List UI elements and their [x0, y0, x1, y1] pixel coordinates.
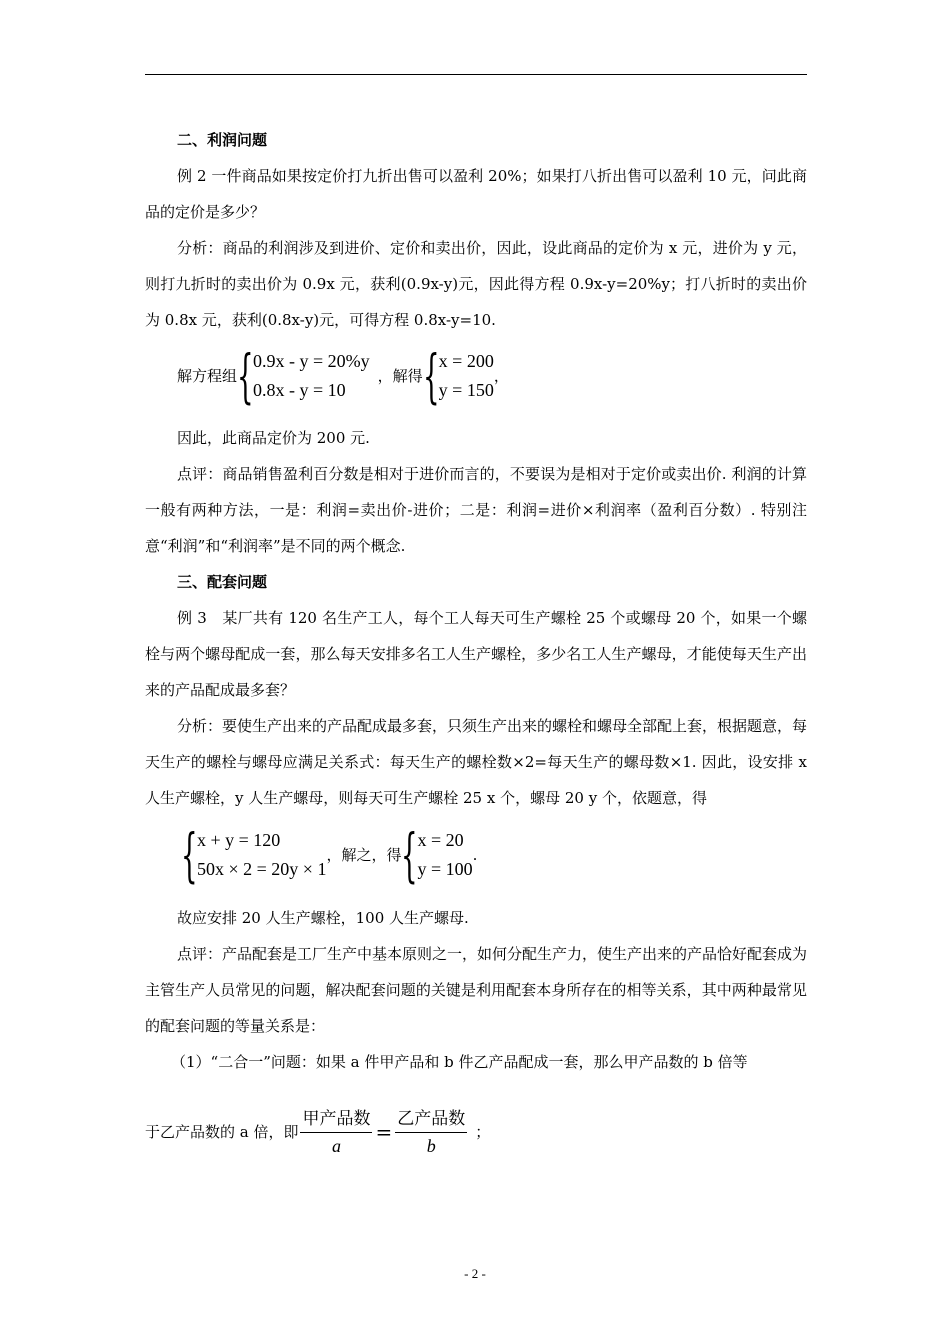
fraction-formula [145, 1088, 807, 1176]
section-heading-profit: 二、利润问题 [177, 131, 268, 149]
solve-mid-2: ，解得 [377, 367, 423, 385]
equation-system-2 [145, 338, 807, 414]
analysis-2: 分析：商品的利润涉及到进价、定价和卖出价，因此，设此商品的定价为 x 元，进价为 y 元，则打九折时的卖出价为 0.9x 元，获利(0.9x-y)元，因此得方程 0.9x-y=20%y；打八折时的卖出价为 0.8x 元，获利(0.8x-y)元，可得方程 0.8x-y=10. [145, 239, 807, 329]
example-2: 例 2 一件商品如果按定价打九折出售可以盈利 20%；如果打八折出售可以盈利 10 元，问此商品的定价是多少？ [145, 167, 807, 221]
example-3: 例 3 某厂共有 120 名生产工人，每个工人每天可生产螺栓 25 个或螺母 20 个，如果一个螺栓与两个螺母配成一套，那么每天安排多名工人生产螺栓，多少名工人生产螺母，才能使每天生产出来的产品配成最多套？ [145, 609, 807, 699]
result-2-eq2: y = 150 [438, 380, 494, 400]
page-number: - 2 - [464, 1266, 486, 1281]
result-3-eq2: y = 100 [417, 859, 473, 879]
equation-system-3 [145, 816, 807, 894]
brace-icon: { [181, 821, 198, 889]
page-content [145, 122, 807, 1176]
comment-3: 点评：产品配套是工厂生产中基本原则之一，如何分配生产力，使生产出来的产品恰好配套成为主管生产人员常见的问题，解决配套问题的关键是利用配套本身所存在的相等关系，其中两种最常见的配套问题的等量关系是： [145, 945, 808, 1035]
system-3-eq1: x + y = 120 [197, 830, 281, 850]
brace-icon: { [401, 821, 419, 889]
fraction-2 [395, 1106, 467, 1159]
item-1-end: ； [475, 1123, 491, 1141]
fraction-1-denominator: a [331, 1135, 341, 1156]
fraction-1 [300, 1106, 372, 1159]
section-heading-matching: 三、配套问题 [177, 573, 268, 591]
fraction-2-denominator: b [426, 1135, 436, 1156]
system-2 [237, 342, 370, 410]
solve-label: 解方程组 [177, 367, 238, 385]
result-3 [401, 821, 473, 889]
fraction-2-numerator: 乙产品数 [395, 1106, 467, 1133]
result-3-eq1: x = 20 [417, 830, 464, 850]
system-3-eq2: 50x × 2 = 20y × 1 [197, 859, 327, 879]
fraction-1-numerator: 甲产品数 [300, 1106, 372, 1133]
brace-icon: { [237, 342, 254, 410]
conclusion-2: 因此，此商品定价为 200 元. [177, 429, 370, 447]
result-2-eq1: x = 200 [438, 351, 494, 371]
system-2-eq2: 0.8x - y = 10 [253, 380, 346, 400]
result-2 [422, 342, 494, 410]
item-1: （1）“二合一”问题：如果 a 件甲产品和 b 件乙产品配成一套，那么甲产品数的 b 倍等 [171, 1053, 748, 1071]
item-1-cont: 于乙产品数的 a 倍，即 [145, 1123, 299, 1141]
result-2-end: ， [493, 367, 509, 385]
comment-2: 点评：商品销售盈利百分数是相对于进价而言的，不要误为是相对于定价或卖出价. 利润的计算一般有两种方法，一是：利润=卖出价-进价；二是：利润=进价×利润率（盈利百分数）. 特别注意“利润”和“利润率”是不同的两个概念. [145, 465, 807, 555]
solve-mid-3: ，解之，得 [326, 846, 402, 864]
equals-sign: = [375, 1120, 393, 1144]
header-rule [145, 74, 807, 75]
result-3-end: . [472, 846, 478, 864]
system-3 [181, 821, 327, 889]
conclusion-3: 故应安排 20 人生产螺栓，100 人生产螺母. [177, 909, 469, 927]
analysis-3: 分析：要使生产出来的产品配成最多套，只须生产出来的螺栓和螺母全部配上套，根据题意，每天生产的螺栓与螺母应满足关系式：每天生产的螺栓数×2=每天生产的螺母数×1. 因此，设安排 x 人生产螺栓，y 人生产螺母，则每天可生产螺栓 25 x 个，螺母 20 y 个，依题意，得 [145, 717, 808, 807]
system-2-eq1: 0.9x - y = 20%y [253, 351, 370, 371]
brace-icon: { [422, 342, 440, 410]
